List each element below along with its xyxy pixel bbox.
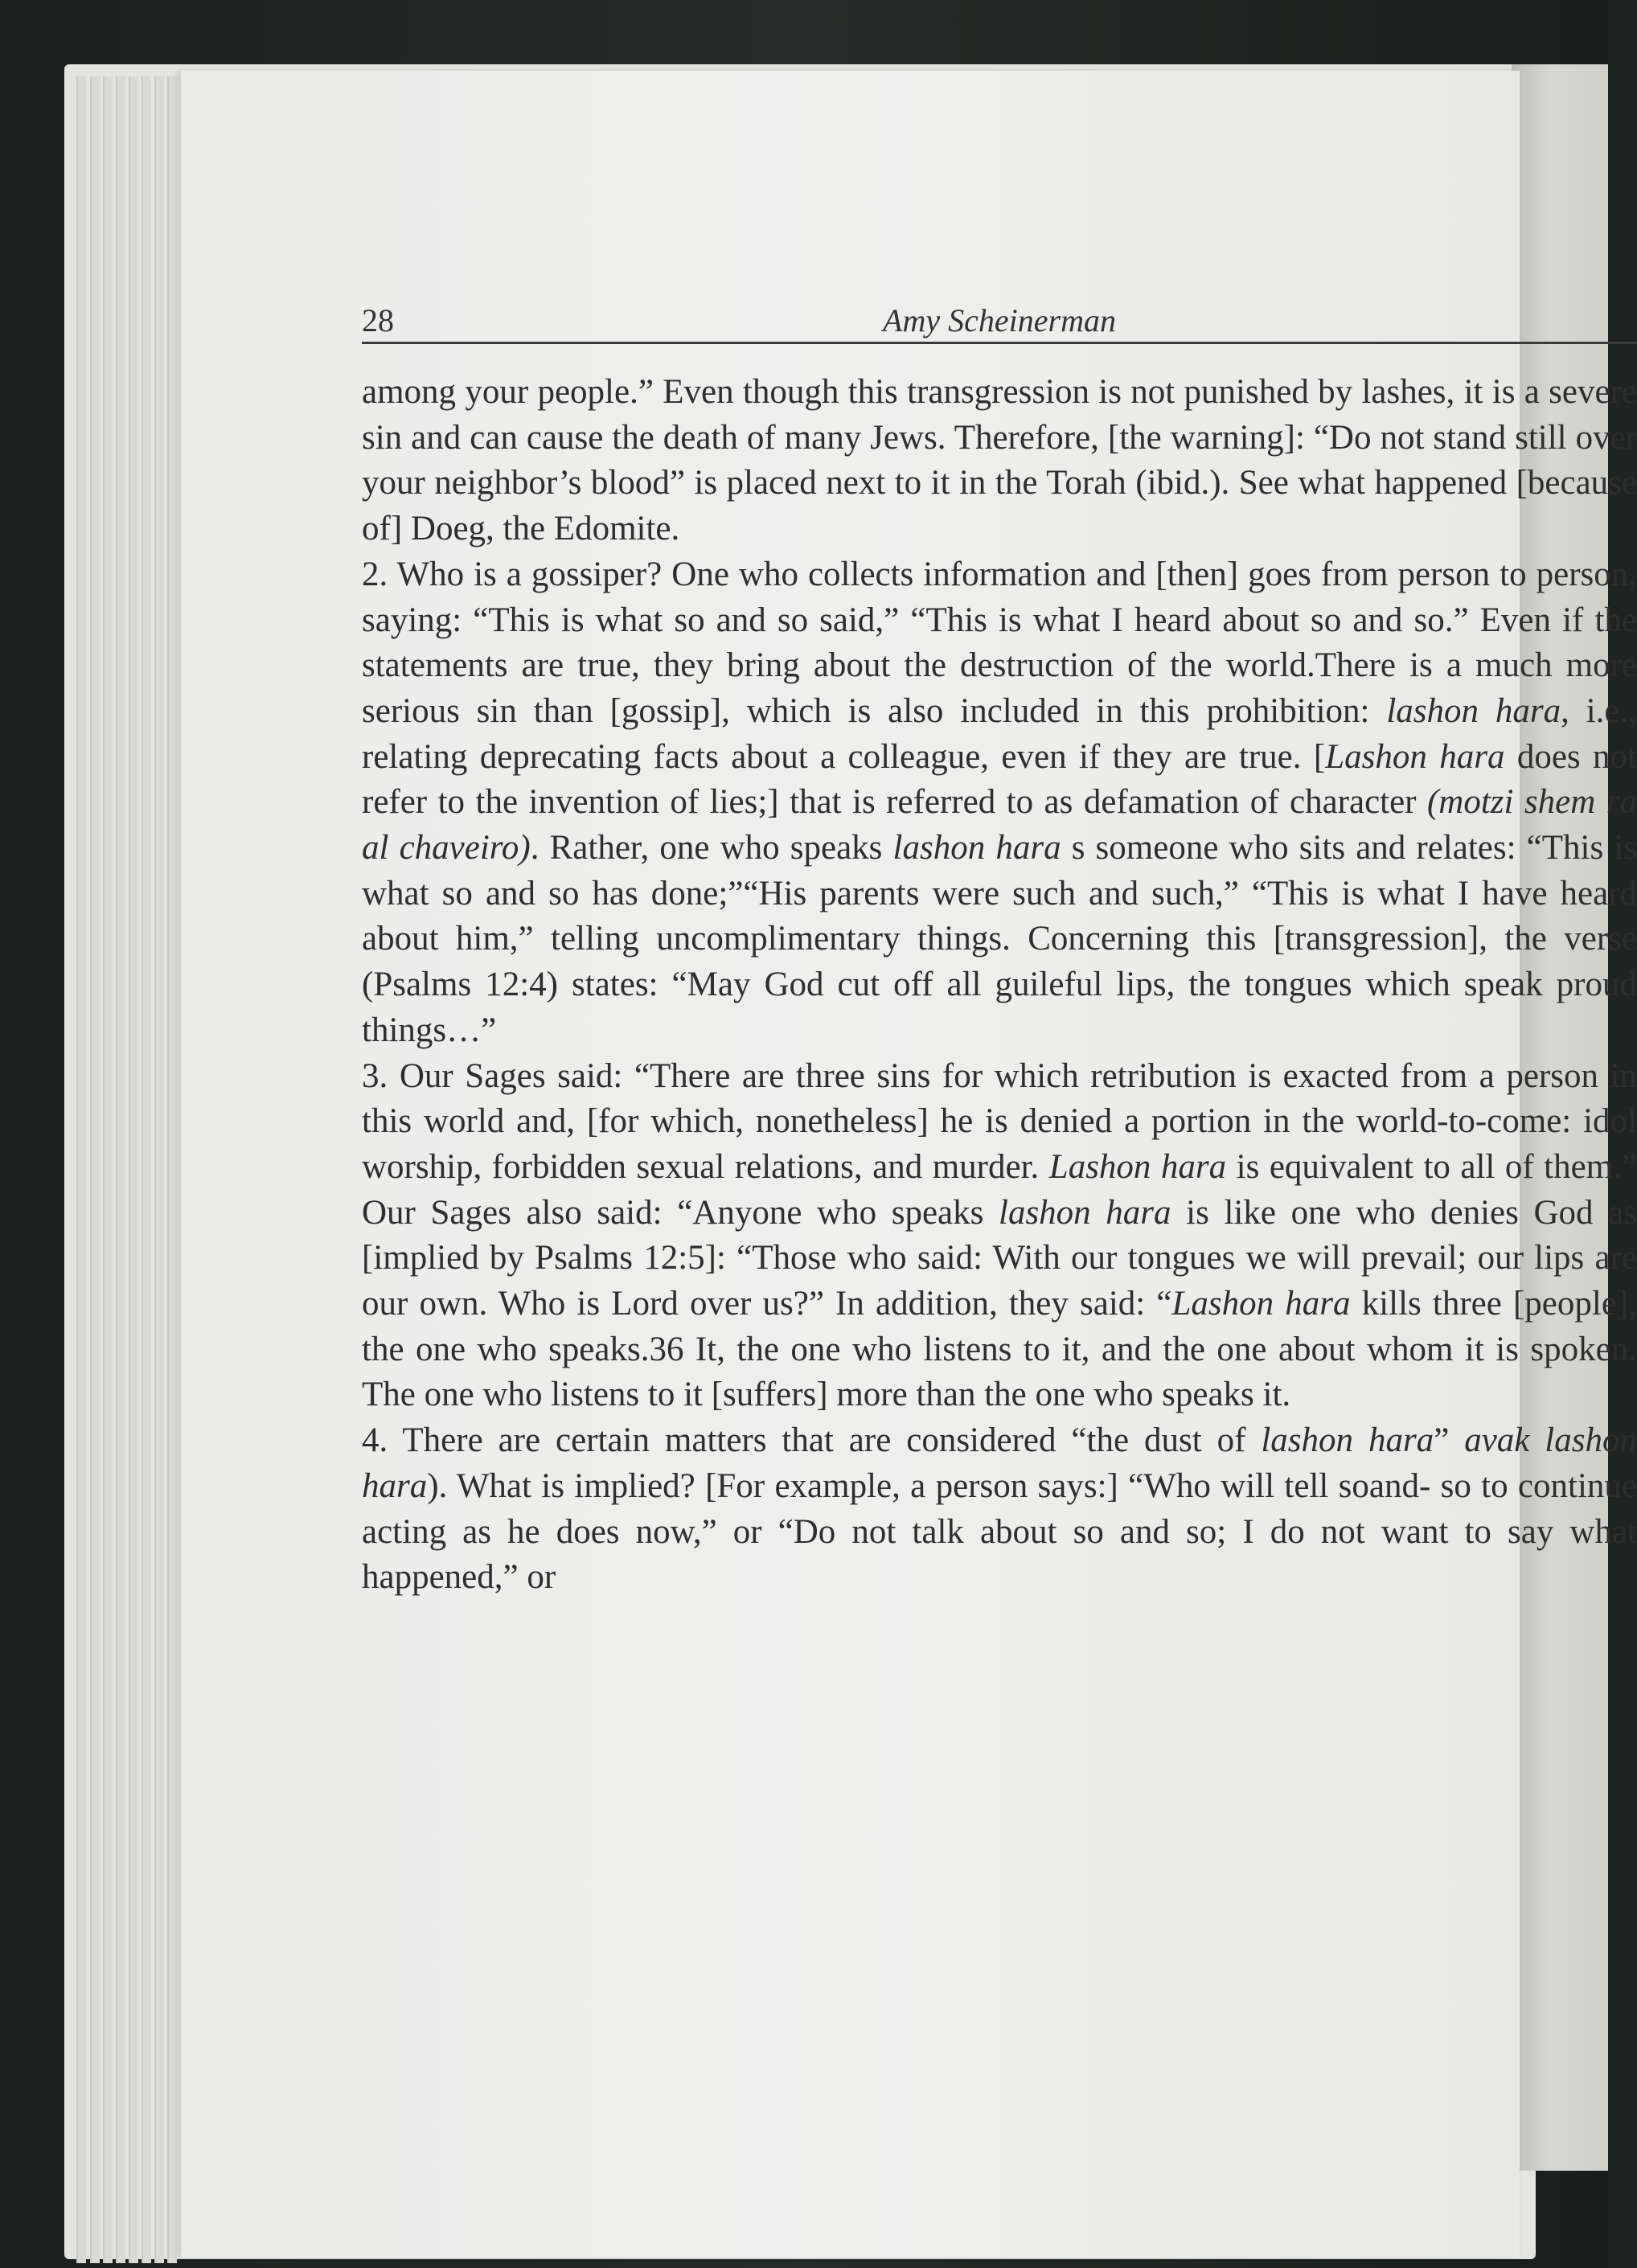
page-edge <box>90 76 100 2263</box>
italic-term: lashon hara <box>1386 691 1561 730</box>
page-edge <box>142 76 151 2263</box>
page-edge <box>167 76 177 2263</box>
italic-term: Lashon hara <box>1171 1285 1351 1323</box>
page-header <box>362 300 1637 344</box>
page-edge <box>154 76 164 2263</box>
italic-term: lashon hara <box>1261 1421 1434 1460</box>
italic-term: lashon hara <box>999 1193 1171 1232</box>
paragraph-4: 4. There are certain matters that are considered “the dust of lashon hara” avak lashon hara). What is implied? [For example, a person says:] “Who will tell soand- so to continue acting as he does now,” or “Do not talk about so and so; I do not want to say what happened,” or <box>362 1421 1637 1597</box>
paragraph-1: among your people.” Even though this transgression is not punished by lashes, it is a severe sin and can cause the death of many Jews. Therefore, [the warning]: “Do not stand still over your neighbor’s blood” is placed next to it in the Torah (ibid.). See what happened [because of] Doeg, the Edomite. <box>362 373 1637 548</box>
italic-term: (motzi shem ra al chaveiro) <box>362 783 1637 867</box>
page-edge <box>129 76 138 2263</box>
italic-term: Lashon hara <box>1048 1147 1227 1186</box>
page-edge <box>116 76 125 2263</box>
book-page <box>181 71 1637 2258</box>
page-edge <box>76 76 86 2263</box>
running-head: Amy Scheinerman <box>883 302 1116 338</box>
paragraph-3: 3. Our Sages said: “There are three sins for which retribution is exacted from a person in this world and, [for which, nonetheless] he is denied a portion in the world-to-come: idol worship, forbidden sexual relations, and murder. Lashon hara is equivalent to all of them.” Our Sages also said: “Anyone who speaks lashon hara is like one who denies God as [implied by Psalms 12:5]: “Those who said: With our tongues we will prevail; our lips are our own. Who is Lord over us?” In addition, they said: “Lashon hara kills three [people], the one who speaks.36 It, the one who listens to it, and the one about whom it is spoken. The one who listens to it [suffers] more than the one who speaks it. <box>362 1056 1637 1414</box>
body-text <box>362 370 1637 1601</box>
italic-term: Lashon hara <box>1325 737 1505 776</box>
italic-term: lashon hara <box>892 829 1061 867</box>
page-number: 28 <box>362 302 394 338</box>
italic-term: avak lashon hara <box>362 1421 1637 1505</box>
paragraph-2: 2. Who is a gossiper? One who collects information and [then] goes from person to person, saying: “This is what so and so said,” “This is what I heard about so and so.” Even if the statements are true, they bring about the destruction of the world.There is a much more serious sin than [gossip], which is also included in this prohibition: lashon hara, i.e., relating deprecating facts about a colleague, even if they are true. [Lashon hara does not refer to the invention of lies;] that is referred to as defamation of character (motzi shem ra al chaveiro). Rather, one who speaks lashon hara s someone who sits and relates: “This is what so and so has done;”“His parents were such and such,” “This is what I have heard about him,” telling uncomplimentary things. Concerning this [transgression], the verse (Psalms 12:4) states: “May God cut off all guileful lips, the tongues which speak proud things…” <box>362 555 1637 1049</box>
page-edge <box>103 76 113 2263</box>
